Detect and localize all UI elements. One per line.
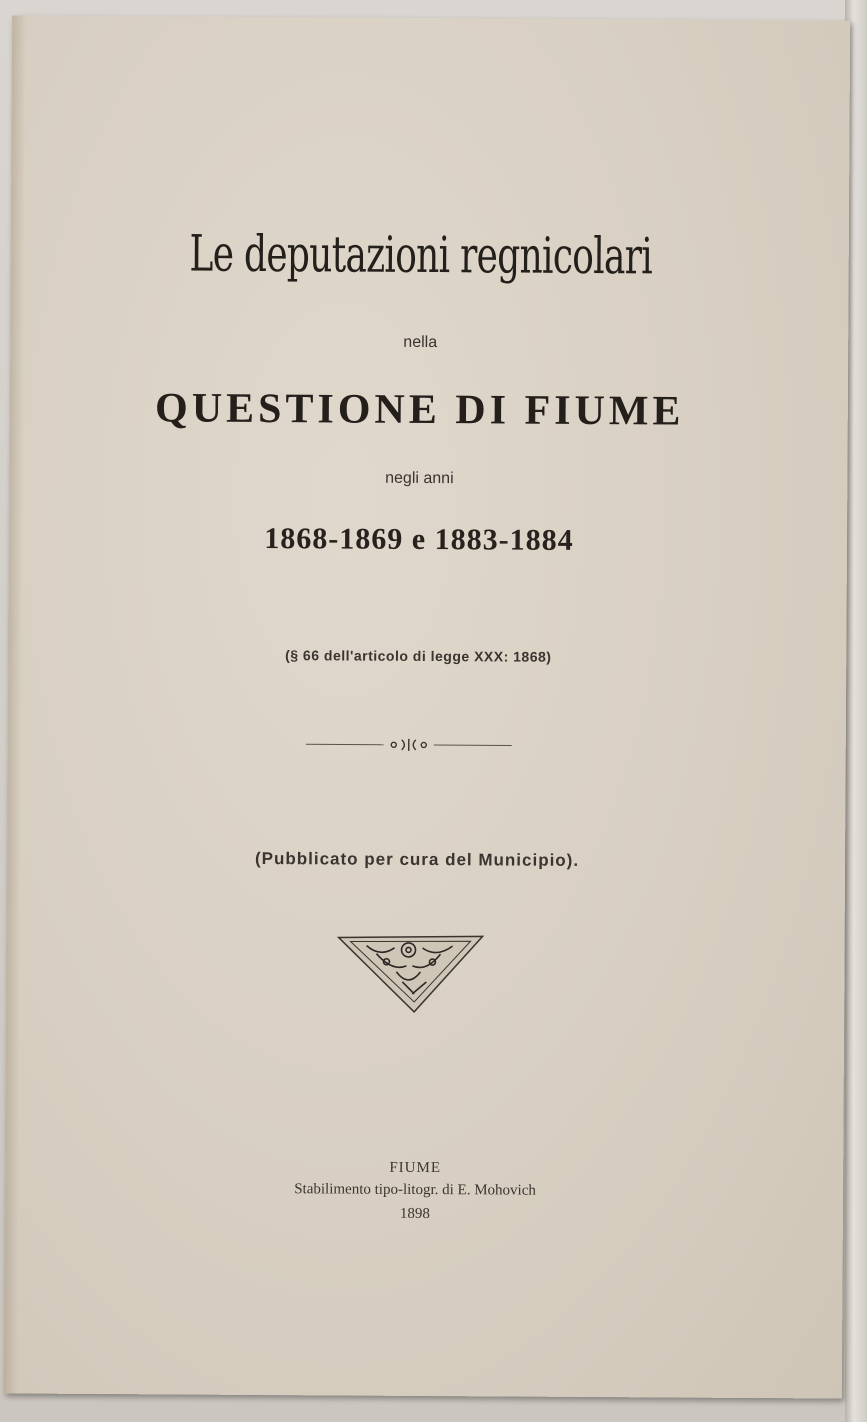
imprint-year: 1898 bbox=[399, 1205, 430, 1223]
title-page bbox=[4, 15, 850, 1398]
connector-nella: nella bbox=[403, 333, 438, 352]
years-heading: 1868-1869 e 1883-1884 bbox=[264, 522, 574, 557]
publisher-note: (Pubblicato per cura del Municipio). bbox=[254, 848, 580, 870]
book-title: Le deputazioni regnicolari bbox=[189, 224, 653, 286]
connector-negli-anni: negli anni bbox=[385, 469, 454, 488]
law-reference: (§ 66 dell'articolo di legge XXX: 1868) bbox=[285, 647, 552, 665]
imprint-city: FIUME bbox=[389, 1159, 442, 1177]
imprint-printer: Stabilimento tipo-litogr. di E. Mohovich bbox=[294, 1181, 536, 1199]
subject-heading: QUESTIONE DI FIUME bbox=[154, 385, 685, 435]
ornamental-vignette bbox=[336, 931, 484, 1014]
ornamental-rule bbox=[306, 737, 512, 752]
